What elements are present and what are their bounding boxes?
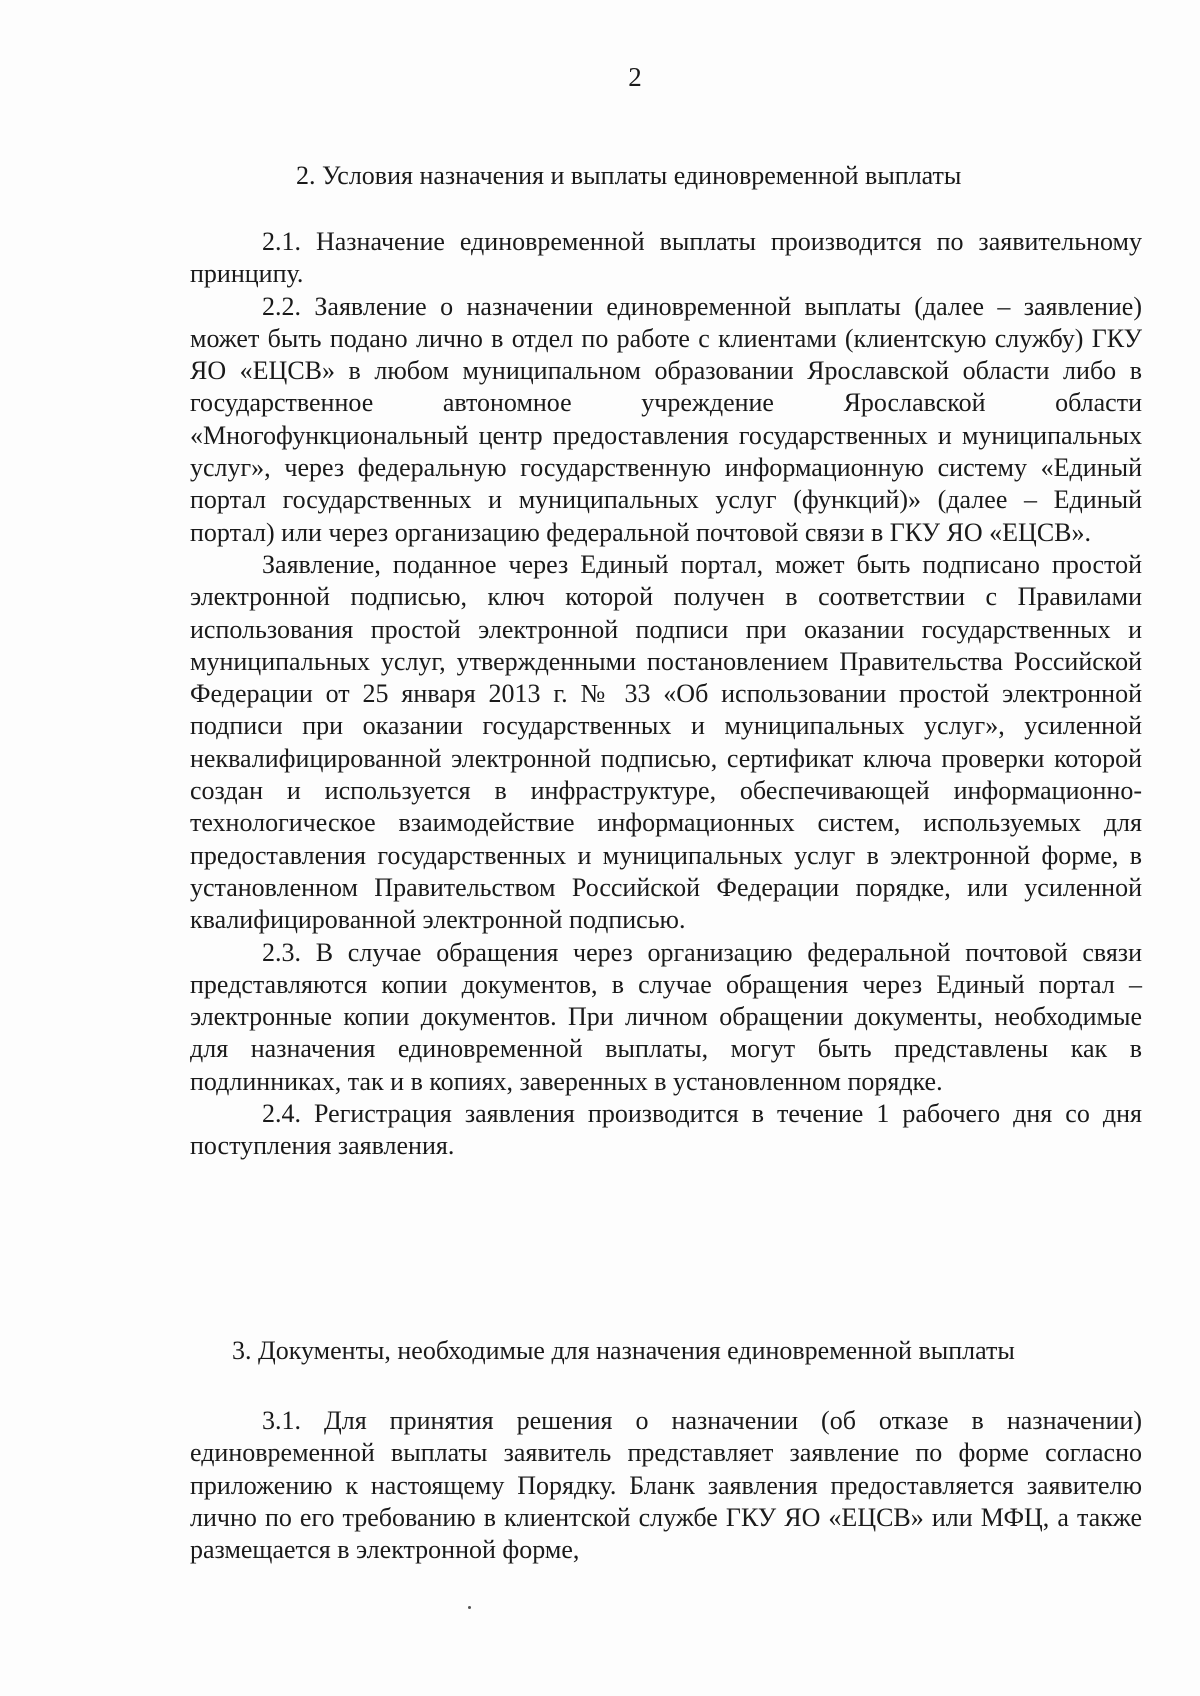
paragraph-2-1: 2.1. Назначение единовременной выплаты производится по заявительному принципу. xyxy=(190,227,1142,289)
scan-speck xyxy=(468,1606,471,1609)
paragraph-2-2-signature: Заявление, поданное через Единый портал, может быть подписано простой электронной подписью, ключ которой получен в соответствии с Правилами использования простой электронной подписи при оказании государственных и муниципальных услуг, утвержденными постановлением Правительства Российской Федерации от 25 января 2013 г. № 33 «Об использовании простой электронной подписи при оказании государственных и муниципальных услуг», усиленной неквалифицированной электронной подписью, сертификат ключа проверки которой создан и используется в инфраструктуре, обеспечивающей информационно-технологическое взаимодействие информационных систем, используемых для предоставления государственных и муниципальных услуг в электронной форме, в установленном Правительством Российской Федерации порядке, или усиленной квалифицированной электронной подписью. xyxy=(190,549,1142,935)
section-2-body xyxy=(190,226,1142,1163)
paragraph-2-4: 2.4. Регистрация заявления производится в течение 1 рабочего дня со дня поступления заявления. xyxy=(190,1099,1142,1161)
paragraph-2-3: 2.3. В случае обращения через организацию федеральной почтовой связи представляются копии документов, в случае обращения через Единый портал – электронные копии документов. При личном обращении документы, необходимые для назначения единовременной выплаты, могут быть представлены как в подлинниках, так и в копиях, заверенных в установленном порядке. xyxy=(190,937,1142,1096)
page-number: 2 xyxy=(628,62,642,92)
section-2-heading: 2. Условия назначения и выплаты единовременной выплаты xyxy=(296,161,962,190)
paragraph-3-1: 3.1. Для принятия решения о назначении (об отказе в назначении) единовременной выплаты заявитель представляет заявление по форме согласно приложению к настоящему Порядку. Бланк заявления предоставляется заявителю лично по его требованию в клиентской службе ГКУ ЯО «ЕЦСВ» или МФЦ, а также размещается в электронной форме, xyxy=(190,1406,1142,1565)
section-3-body xyxy=(190,1405,1142,1566)
paragraph-2-2: 2.2. Заявление о назначении единовременной выплаты (далее – заявление) может быть подано лично в отдел по работе с клиентами (клиентскую службу) ГКУ ЯО «ЕЦСВ» в любом муниципальном образовании Ярославской области либо в государственное автономное учреждение Ярославской области «Многофункциональный центр предоставления государственных и муниципальных услуг», через федеральную государственную информационную систему «Единый портал государственных и муниципальных услуг (функций)» (далее – Единый портал) или через организацию федеральной почтовой связи в ГКУ ЯО «ЕЦСВ». xyxy=(190,291,1142,547)
section-3-heading: 3. Документы, необходимые для назначения единовременной выплаты xyxy=(232,1336,1015,1365)
